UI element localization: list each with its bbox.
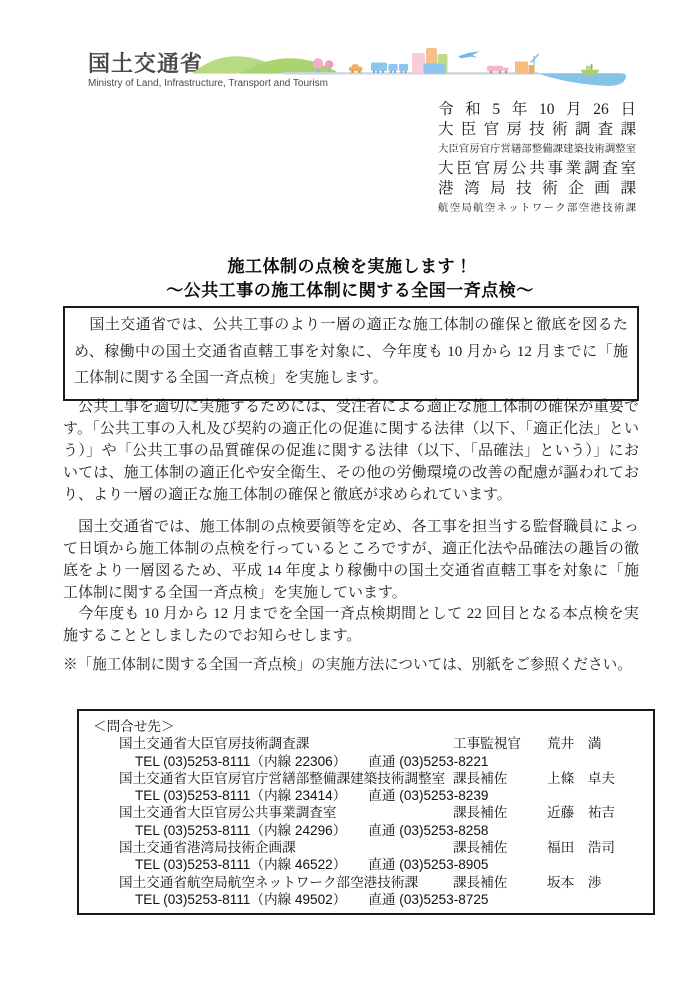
contact-department: 国土交通省大臣官房公共事業調査室 — [119, 805, 337, 821]
train-icon — [371, 63, 408, 74]
logo-title-en: Ministry of Land, Infrastructure, Transport and Tourism — [88, 78, 328, 89]
contact-department: 国土交通省大臣官房技術調査課 — [119, 736, 310, 752]
summary-box — [63, 306, 639, 401]
title-line-2: ～公共工事の施工体制に関する全国一斉点検～ — [166, 281, 534, 300]
body-paragraph-3: 今年度も 10 月から 12 月までを全国一斉点検期間として 22 回目となる本点検を実施することとしましたのでお知らせします。 — [63, 606, 639, 644]
contact-department: 国土交通省航空局航空ネットワーク部空港技術課 — [119, 874, 419, 890]
contact-person-name: 坂本 渉 — [547, 874, 602, 890]
title-line-1: 施工体制の点検を実施します！ — [227, 257, 473, 276]
contact-title: 課長補佐 — [453, 805, 508, 821]
contact-title: 課長補佐 — [453, 840, 508, 856]
contact-tel: TEL (03)5253-8111（内線 46522） — [135, 857, 347, 873]
contact-entry — [119, 839, 645, 874]
ship-icon — [581, 64, 600, 75]
contact-entry — [119, 804, 645, 839]
crane-icon — [515, 54, 539, 74]
contact-person-name: 上條 卓夫 — [547, 770, 615, 786]
contact-title: 課長補佐 — [453, 770, 508, 786]
contact-direct-tel: 直通 (03)5253-8905 — [368, 857, 489, 873]
contact-person-name: 近藤 祐吉 — [547, 805, 615, 821]
contact-title: 工事監視官 — [453, 736, 521, 752]
contact-direct-tel: 直通 (03)5253-8239 — [368, 788, 489, 804]
issuer-department: 航空局航空ネットワーク部空港技術課 — [438, 202, 636, 214]
contact-entry — [119, 770, 645, 805]
contact-tel: TEL (03)5253-8111（内線 23414） — [135, 788, 347, 804]
car-icon — [349, 64, 363, 73]
buildings-icon — [412, 48, 448, 74]
issuer-department: 大臣官房官庁営繕部整備課建築技術調整室 — [438, 143, 636, 155]
reference-note: ※「施工体制に関する全国一斉点検」の実施方法については、別紙をご参照ください。 — [63, 657, 632, 673]
body-paragraph-2: 国土交通省では、施工体制の点検要領等を定め、各工事を担当する監督職員によって日頃から施工体制の点検を行っているところですが、適正化法や品確法の趣旨の徹底をより一層図るため、平成 14 年度より稼働中の国土交通省直轄工事を対象に「施工体制に関する全国一斉点検」を実施しています。 — [63, 519, 639, 601]
issuer-department: 港湾局技術企画課 — [438, 180, 636, 198]
contact-person-name: 福田 浩司 — [547, 840, 615, 856]
body-paragraph-1: 公共工事を適切に実施するためには、受注者による適正な施工体制の確保が重要です。「公共工事の入札及び契約の適正化の促進に関する法律（以下、「適正化法」という）」や「公共工事の品質確保の促進に関する法律（以下、「品確法」という）」においては、施工体制の適正化や安全衛生、その他の労働環境の改善の配慮が謳われており、より一層の適正な施工体制の確保と徹底が求められています。 — [63, 399, 639, 503]
contact-tel: TEL (03)5253-8111（内線 49502） — [135, 891, 347, 907]
contact-department: 国土交通省大臣官房官庁営繕部整備課建築技術調整室 — [119, 770, 446, 786]
contact-tel: TEL (03)5253-8111（内線 22306） — [135, 753, 347, 769]
contact-person-name: 荒井 満 — [547, 736, 602, 752]
contact-entry — [119, 735, 645, 770]
airplane-icon — [458, 51, 480, 58]
sea-shape — [537, 73, 626, 86]
contact-direct-tel: 直通 (03)5253-8221 — [368, 753, 489, 769]
contact-heading: ＜問合せ先＞ — [93, 719, 175, 734]
press-release-title — [0, 255, 700, 303]
issuer-department: 大臣官房公共事業調査室 — [438, 160, 636, 178]
contact-entry — [119, 874, 645, 909]
contact-direct-tel: 直通 (03)5253-8258 — [368, 822, 489, 838]
contact-tel: TEL (03)5253-8111（内線 24296） — [135, 822, 347, 838]
logo-landscape-illustration — [190, 44, 640, 90]
summary-text: 国土交通省では、公共工事のより一層の適正な施工体制の確保と徹底を図るため、稼働中の国土交通省直轄工事を対象に、今年度も 10 月から 12 月までに「施工体制に関する全国一斉点検」を実施します。 — [74, 317, 628, 386]
release-date: 令和5年10月26日 — [438, 101, 636, 118]
contact-direct-tel: 直通 (03)5253-8725 — [368, 891, 489, 907]
contact-title: 課長補佐 — [453, 874, 508, 890]
issuer-department: 大臣官房技術調査課 — [438, 120, 636, 138]
contact-box — [77, 709, 655, 915]
issuer-block — [438, 100, 636, 219]
contact-department: 国土交通省港湾局技術企画課 — [119, 840, 296, 856]
logo-title-jp: 国土交通省 — [88, 51, 204, 76]
